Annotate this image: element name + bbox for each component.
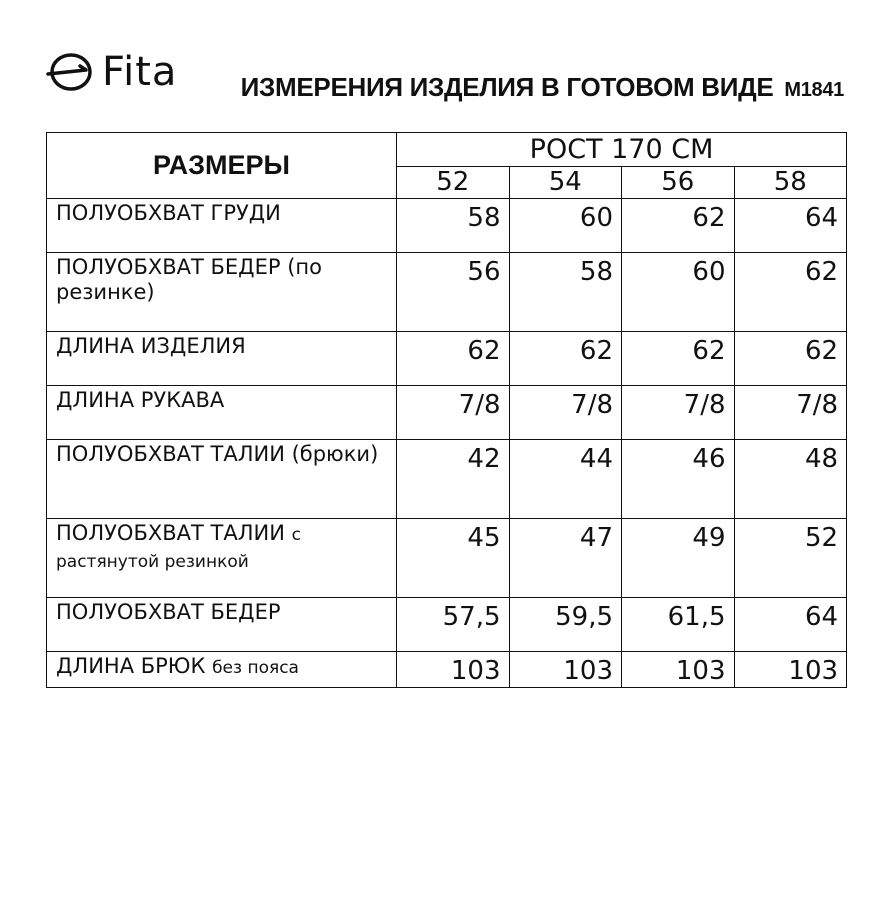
measurement-value: 64	[734, 199, 847, 253]
measurement-value: 60	[509, 199, 622, 253]
measurement-value: 103	[622, 652, 735, 688]
document-title	[241, 72, 844, 103]
measurement-value: 59,5	[509, 598, 622, 652]
measurement-name: ПОЛУОБХВАТ ТАЛИИ	[56, 521, 285, 545]
measurement-name: ДЛИНА РУКАВА	[56, 388, 225, 412]
measurement-value: 57,5	[397, 598, 510, 652]
table-row	[47, 598, 847, 652]
measurement-value: 42	[397, 440, 510, 519]
measurement-value: 64	[734, 598, 847, 652]
measurement-name: ПОЛУОБХВАТ БЕДЕР	[56, 600, 281, 624]
measurement-value: 103	[734, 652, 847, 688]
measurement-label	[47, 440, 397, 519]
size-header: 56	[622, 167, 735, 199]
measurement-name: ПОЛУОБХВАТ БЕДЕР (по резинке)	[56, 255, 322, 304]
measurement-name: ДЛИНА БРЮК	[56, 654, 206, 678]
measurement-label	[47, 386, 397, 440]
measurement-value: 46	[622, 440, 735, 519]
measurements-table	[46, 132, 847, 688]
document-title-main: ИЗМЕРЕНИЯ ИЗДЕЛИЯ В ГОТОВОМ ВИДЕ	[240, 72, 774, 102]
measurement-value: 52	[734, 519, 847, 598]
measurement-value: 103	[509, 652, 622, 688]
measurement-label	[47, 519, 397, 598]
measurement-value: 7/8	[734, 386, 847, 440]
measurement-label	[47, 253, 397, 332]
measurement-label	[47, 199, 397, 253]
measurement-value: 7/8	[622, 386, 735, 440]
size-header: 52	[397, 167, 510, 199]
measurement-value: 7/8	[509, 386, 622, 440]
measurement-value: 62	[734, 253, 847, 332]
table-row	[47, 332, 847, 386]
measurement-value: 47	[509, 519, 622, 598]
table-row	[47, 440, 847, 519]
measurement-name: ПОЛУОБХВАТ ТАЛИИ (брюки)	[56, 442, 379, 466]
table-header-row	[47, 133, 847, 167]
measurement-value: 7/8	[397, 386, 510, 440]
measurement-note: с растянутой резинкой	[56, 525, 301, 572]
size-header: 54	[509, 167, 622, 199]
table-row	[47, 199, 847, 253]
measurement-value: 62	[509, 332, 622, 386]
measurement-value: 60	[622, 253, 735, 332]
measurement-value: 62	[622, 332, 735, 386]
measurement-name: ПОЛУОБХВАТ ГРУДИ	[56, 201, 281, 225]
measurement-value: 62	[734, 332, 847, 386]
measurement-value: 103	[397, 652, 510, 688]
measurement-name: ДЛИНА ИЗДЕЛИЯ	[56, 334, 246, 358]
measurement-value: 62	[622, 199, 735, 253]
measurement-value: 45	[397, 519, 510, 598]
measurement-value: 58	[397, 199, 510, 253]
brand-logo	[46, 50, 177, 94]
measurement-value: 56	[397, 253, 510, 332]
brand-name: Fita	[102, 49, 178, 95]
height-header: РОСТ 170 СМ	[397, 133, 847, 167]
table-row	[47, 652, 847, 688]
size-header: 58	[734, 167, 847, 199]
measurement-value: 49	[622, 519, 735, 598]
table-row	[47, 386, 847, 440]
measurement-value: 44	[509, 440, 622, 519]
model-code: М1841	[784, 79, 844, 101]
measurement-label	[47, 598, 397, 652]
measurement-note: без пояса	[212, 658, 299, 678]
fita-theta-logo-icon	[46, 50, 96, 94]
sizes-header: РАЗМЕРЫ	[47, 133, 397, 199]
measurement-value: 48	[734, 440, 847, 519]
measurement-value: 61,5	[622, 598, 735, 652]
measurement-label	[47, 332, 397, 386]
measurement-value: 58	[509, 253, 622, 332]
table-row	[47, 519, 847, 598]
measurement-label	[47, 652, 397, 688]
measurement-value: 62	[397, 332, 510, 386]
table-row	[47, 253, 847, 332]
